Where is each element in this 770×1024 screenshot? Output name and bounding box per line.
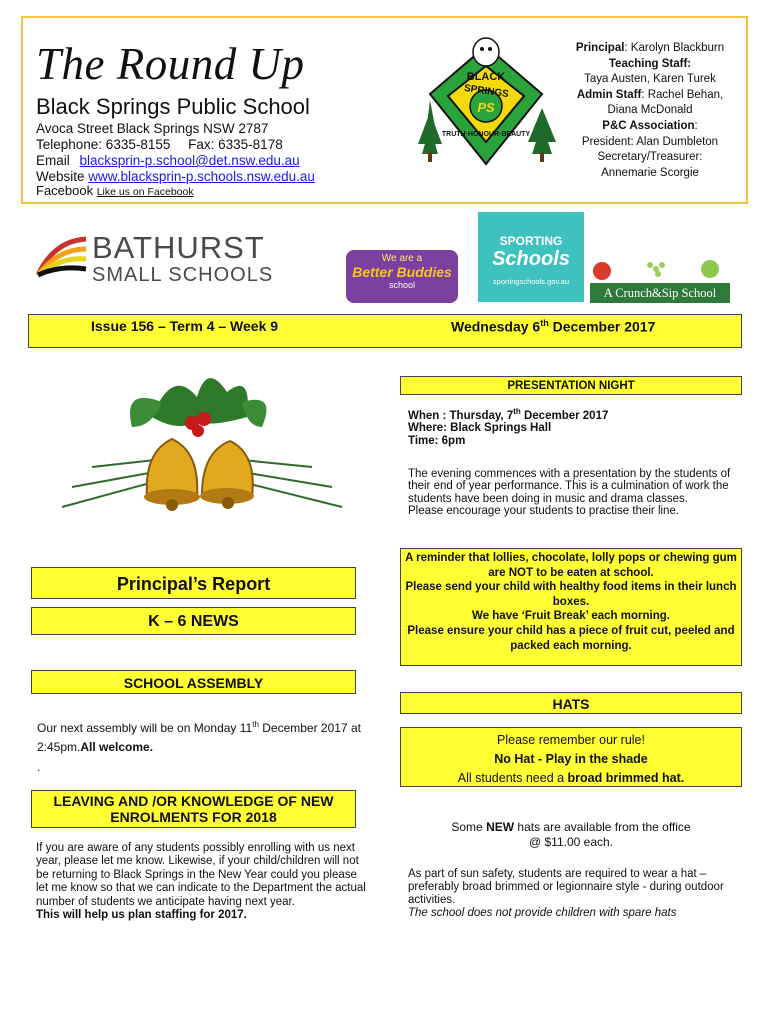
reminder-box: [400, 548, 742, 666]
fruit-icon: [590, 255, 730, 283]
stray-dot: .: [37, 760, 41, 774]
pc-label: P&C Association: [602, 119, 695, 132]
pc-president: President: Alan Dumbleton: [581, 135, 719, 148]
fax: Fax: 6335-8178: [188, 137, 283, 152]
phone-fax-line: [36, 137, 283, 153]
facebook-label: Facebook: [36, 183, 94, 198]
crest-text-top: BLACK: [466, 71, 506, 83]
issue-date: [451, 318, 655, 335]
date-pre: Wednesday 6: [451, 318, 541, 335]
email-link[interactable]: blacksprin-p.school@det.nsw.edu.au: [79, 153, 300, 168]
teaching-label: Teaching Staff:: [608, 57, 692, 70]
school-name: Black Springs Public School: [36, 94, 310, 119]
sporting-top: SPORTING: [499, 234, 563, 248]
reminder-line2: Please send your child with healthy food items in their lunch boxes.: [405, 581, 737, 608]
staff-list: [560, 41, 740, 181]
new-bold: NEW: [486, 820, 515, 834]
sun-safety-text: As part of sun safety, students are required to wear a hat – preferably broad brimmed or legionnaire style - during outdoor activities.: [408, 868, 724, 906]
principal-label: Principal: [575, 42, 625, 54]
pc-colon: :: [694, 119, 698, 132]
hats-line2: No Hat - Play in the shade: [494, 752, 648, 766]
principal-line: [560, 41, 740, 57]
new-post: hats are available from the office: [514, 820, 691, 834]
hats-line3: [401, 769, 741, 788]
new-hats: [400, 820, 742, 850]
presentation-time: Time: 6pm: [408, 435, 466, 448]
pc-line: [560, 119, 740, 135]
issue-number: Issue 156 – Term 4 – Week 9: [91, 318, 279, 334]
reminder-line1: A reminder that lollies, chocolate, lolly pops or chewing gum are NOT to be eaten at school.: [405, 552, 737, 579]
hats-heading: HATS: [400, 692, 742, 714]
k6-news-heading: K – 6 NEWS: [31, 607, 356, 635]
teaching-names: Taya Austen, Karen Turek: [584, 73, 716, 86]
admin-line: [560, 88, 740, 104]
presentation-where: Where: Black Springs Hall: [408, 422, 552, 435]
assembly-sup: th: [252, 720, 259, 729]
enrolments-body: [36, 842, 366, 922]
facebook-link[interactable]: Like us on Facebook: [96, 186, 194, 198]
crest-text-mid: SPRINGS: [463, 82, 510, 101]
presentation-heading: PRESENTATION NIGHT: [400, 376, 742, 395]
admin-label: Admin Staff: [576, 88, 642, 101]
hats-line3-pre: All students need a: [457, 771, 568, 785]
crest-initials: PS: [477, 100, 495, 115]
new-pre: Some: [451, 820, 487, 834]
christmas-bells-illustration: [32, 357, 362, 535]
assembly-bold: All welcome.: [80, 740, 154, 754]
enrolments-text: If you are aware of any students possibly enrolling with us next year, please let me know. Likewise, if your child/children will not be returning to Black Springs in the New Year could you please let me know so that we can indicate to the Department the actual number of students we anticipate having next year.: [36, 842, 366, 908]
reminder-line4: Please ensure your child has a piece of fruit cut, peeled and packed each morning.: [407, 624, 735, 652]
issue-bar: [28, 314, 742, 348]
school-crest-logo: [412, 34, 560, 174]
bathurst-line2: SMALL SCHOOLS: [92, 264, 274, 286]
sporting-mid: Schools: [492, 248, 570, 270]
principal-name: : Karolyn Blackburn: [624, 42, 725, 54]
when-post: December 2017: [520, 409, 609, 422]
pc-secretary-name: Annemarie Scorgie: [601, 166, 699, 179]
reminder-line3: We have ‘Fruit Break’ each morning.: [472, 610, 670, 623]
sporting-url: sportingschools.gov.au: [492, 277, 570, 286]
school-assembly-heading: SCHOOL ASSEMBLY: [31, 670, 356, 694]
assembly-mid: December 2017 at 2:45pm.: [37, 721, 361, 754]
bathurst-swoosh-icon: [36, 235, 88, 283]
new-hats-price: @ $11.00 each.: [528, 835, 614, 849]
new-hats-line: [400, 820, 742, 835]
assembly-pre: Our next assembly will be on Monday 11: [37, 721, 253, 735]
hats-line3-bold: broad brimmed hat.: [567, 771, 685, 785]
better-buddies-logo: [346, 250, 458, 303]
when-pre: When : Thursday, 7: [408, 409, 514, 422]
website-label: Website: [36, 169, 85, 184]
pc-secretary: Secretary/Treasurer:: [597, 151, 703, 164]
crunch-label: A Crunch&Sip School: [590, 283, 730, 303]
admin-names: : Rachel Behan,: [641, 88, 724, 101]
spare-hats-note: The school does not provide children with spare hats: [408, 907, 677, 919]
presentation-para1: The evening commences with a presentation by the students of their end of year performance. This is a culmination of work the students have been doing in music and drama classes.: [408, 467, 731, 505]
date-sup: th: [540, 318, 549, 328]
admin-names-2: Diana McDonald: [607, 104, 693, 117]
date-post: December 2017: [548, 318, 656, 335]
email-line: [36, 153, 300, 169]
website-link[interactable]: www.blacksprin-p.schools.nsw.edu.au: [88, 169, 315, 184]
sporting-schools-logo: [478, 212, 584, 302]
buddies-bottom: school: [388, 280, 415, 290]
hats-line1: Please remember our rule!: [497, 733, 645, 747]
buddies-top: We are a: [381, 253, 423, 264]
crunch-and-sip-logo: [590, 255, 730, 303]
principals-report-heading: Principal’s Report: [31, 567, 356, 599]
facebook-line: [36, 183, 194, 200]
school-address: Avoca Street Black Springs NSW 2787: [36, 121, 269, 136]
assembly-text: [37, 715, 367, 757]
hats-rule-box: [400, 727, 742, 787]
buddies-mid: Better Buddies: [352, 264, 452, 280]
when-sup: th: [513, 407, 521, 416]
sun-safety: [408, 868, 738, 920]
email-label: Email: [36, 153, 70, 168]
enrolments-bold: This will help us plan staffing for 2017.: [36, 909, 247, 922]
bathurst-line1: BATHURST: [92, 230, 265, 265]
enrolments-heading: LEAVING AND /OR KNOWLEDGE OF NEW ENROLMENTS FOR 2018: [31, 790, 356, 828]
newsletter-title: The Round Up: [36, 39, 305, 89]
presentation-para2: Please encourage your students to practise their line.: [408, 505, 680, 518]
crest-motto: TRUTH·HONOUR·BEAUTY: [441, 131, 531, 138]
presentation-when: [408, 406, 738, 422]
telephone: Telephone: 6335-8155: [36, 137, 171, 152]
presentation-body: [408, 406, 738, 518]
